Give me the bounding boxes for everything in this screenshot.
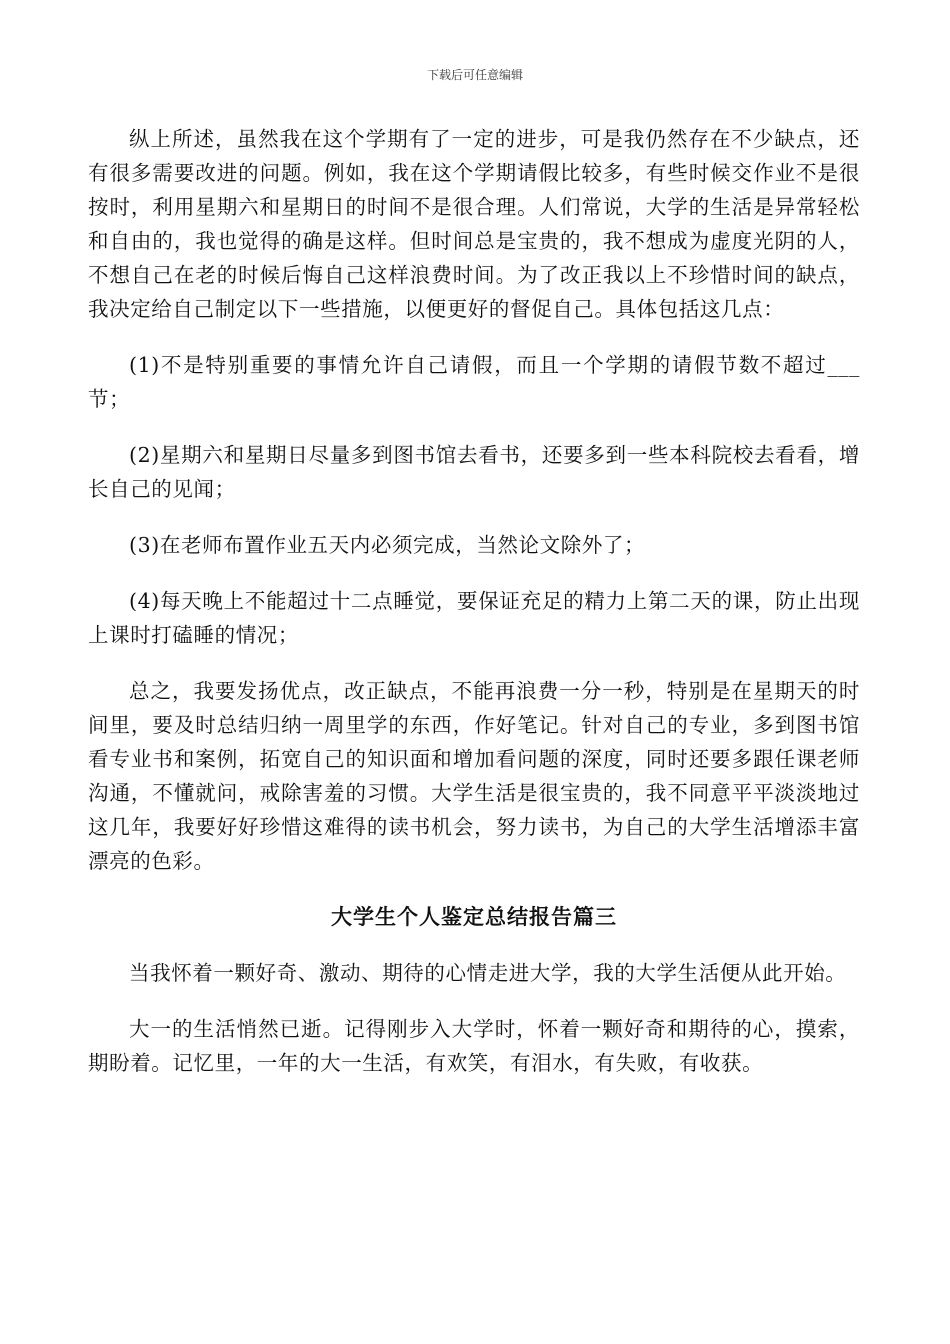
- paragraph-section-intro: 当我怀着一颗好奇、激动、期待的心情走进大学，我的大学生活便从此开始。: [129, 961, 847, 985]
- paragraph-conclusion: 总之，我要发扬优点，改正缺点，不能再浪费一分一秒，特别是在星期天的时间里，要及时总结归纳一周里学的东西，作好笔记。针对自己的专业，多到图书馆看专业书和案例，拓宽自己的知识面和增加看问题的深度，同时还要多跟任课老师沟通，不懂就问，戒除害羞的习惯。大学生活是很宝贵的，我不同意平平淡淡地过这几年，我要好好珍惜这难得的读书机会，努力读书，为自己的大学生活增添丰富漂亮的色彩。: [88, 679, 860, 873]
- paragraph-summary: 纵上所述，虽然我在这个学期有了一定的进步，可是我仍然存在不少缺点，还有很多需要改进的问题。例如，我在这个学期请假比较多，有些时候交作业不是很按时，利用星期六和星期日的时间不是很合理。人们常说，大学的生活是异常轻松和自由的，我也觉得的确是这样。但时间总是宝贵的，我不想成为虚度光阴的人，不想自己在老的时候后悔自己这样浪费时间。为了改正我以上不珍惜时间的缺点，我决定给自己制定以下一些措施，以便更好的督促自己。具体包括这几点：: [88, 127, 860, 321]
- paragraph-measure-4: (4)每天晚上不能超过十二点睡觉，要保证充足的精力上第二天的课，防止出现上课时打磕睡的情况；: [88, 589, 860, 647]
- section-title: 大学生个人鉴定总结报告篇三: [331, 904, 617, 929]
- paragraph-measure-1: (1)不是特别重要的事情允许自己请假，而且一个学期的请假节数不超过___节；: [88, 353, 860, 411]
- paragraph-measure-2: (2)星期六和星期日尽量多到图书馆去看书，还要多到一些本科院校去看看，增长自己的见闻；: [88, 443, 860, 501]
- document-body: [88, 122, 860, 1080]
- paragraph-measure-3: (3)在老师布置作业五天内必须完成，当然论文除外了；: [129, 533, 646, 557]
- paragraph-section-freshman: 大一的生活悄然已逝。记得刚步入大学时，怀着一颗好奇和期待的心，摸索，期盼着。记忆里，一年的大一生活，有欢笑，有泪水，有失败，有收获。: [88, 1017, 860, 1075]
- page-header-note: 下载后可任意编辑: [426, 68, 523, 82]
